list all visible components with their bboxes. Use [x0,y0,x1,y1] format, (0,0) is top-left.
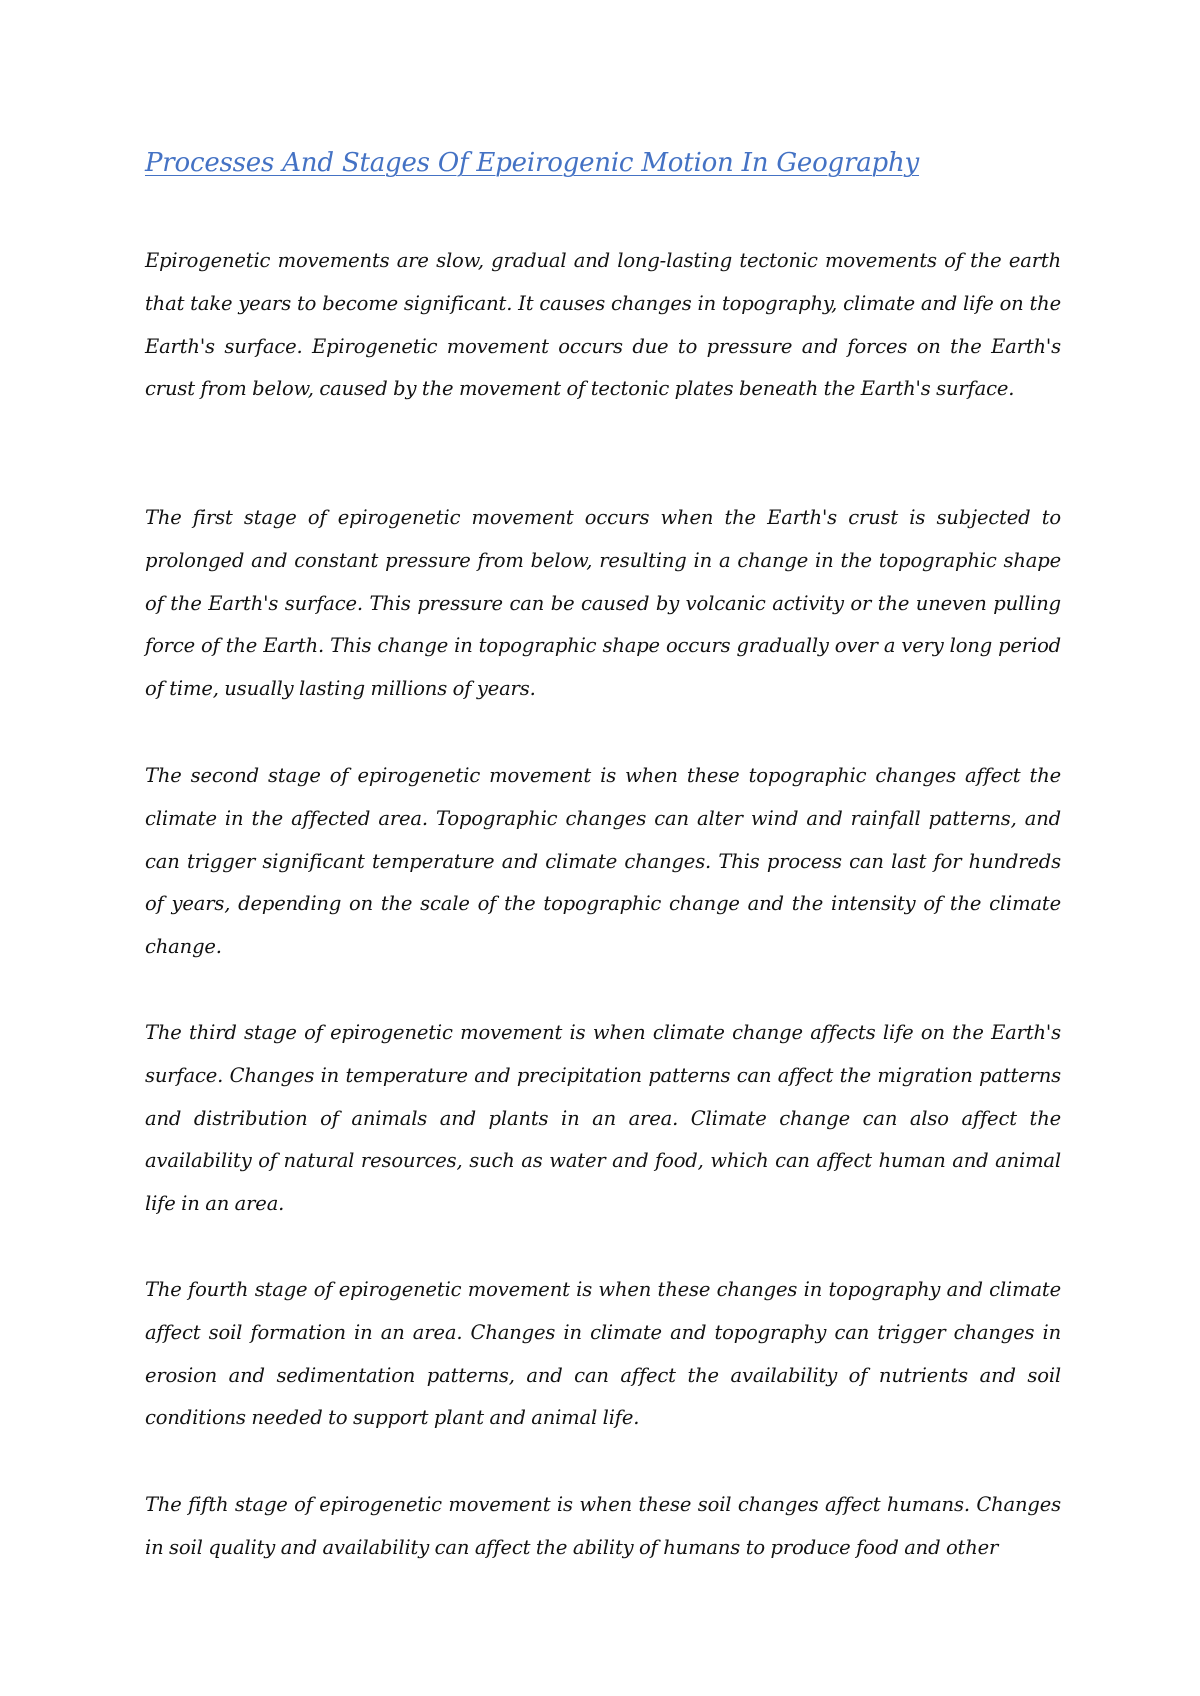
paragraph-first-stage: The first stage of epirogenetic movement occurs when the Earth's crust is subjected to prolonged and constant pressure from below, resulting in a change in the topographic shape of the Earth's surface. This pressure can be caused by volcanic activity or the uneven pulling force of the Earth. This change in topographic shape occurs gradually over a very long period of time, usually lasting millions of years. [145,506,1061,701]
paragraph-intro: Epirogenetic movements are slow, gradual and long-lasting tectonic movements of the earth that take years to become significant. It causes changes in topography, climate and life on the Earth's surface. Epirogenetic movement occurs due to pressure and forces on the Earth's crust from below, caused by the movement of tectonic plates beneath the Earth's surface. [145,249,1061,401]
paragraph-fifth-stage: The fifth stage of epirogenetic movement is when these soil changes affect humans. Changes in soil quality and availability can affect the ability of humans to produce food and other [145,1493,1061,1559]
paragraph-fourth-stage: The fourth stage of epirogenetic movement is when these changes in topography and climate affect soil formation in an area. Changes in climate and topography can trigger changes in erosion and sedimentation patterns, and can affect the availability of nutrients and soil conditions needed to support plant and animal life. [145,1278,1061,1430]
paragraph-second-stage: The second stage of epirogenetic movement is when these topographic changes affect the climate in the affected area. Topographic changes can alter wind and rainfall patterns, and can trigger significant temperature and climate changes. This process can last for hundreds of years, depending on the scale of the topographic change and the intensity of the climate change. [145,764,1061,959]
document-title[interactable]: Processes And Stages Of Epeirogenic Motion In Geography [145,148,920,178]
paragraph-third-stage: The third stage of epirogenetic movement is when climate change affects life on the Earth's surface. Changes in temperature and precipitation patterns can affect the migration patterns and distribution of animals and plants in an area. Climate change can also affect the availability of natural resources, such as water and food, which can affect human and animal life in an area. [145,1021,1061,1216]
